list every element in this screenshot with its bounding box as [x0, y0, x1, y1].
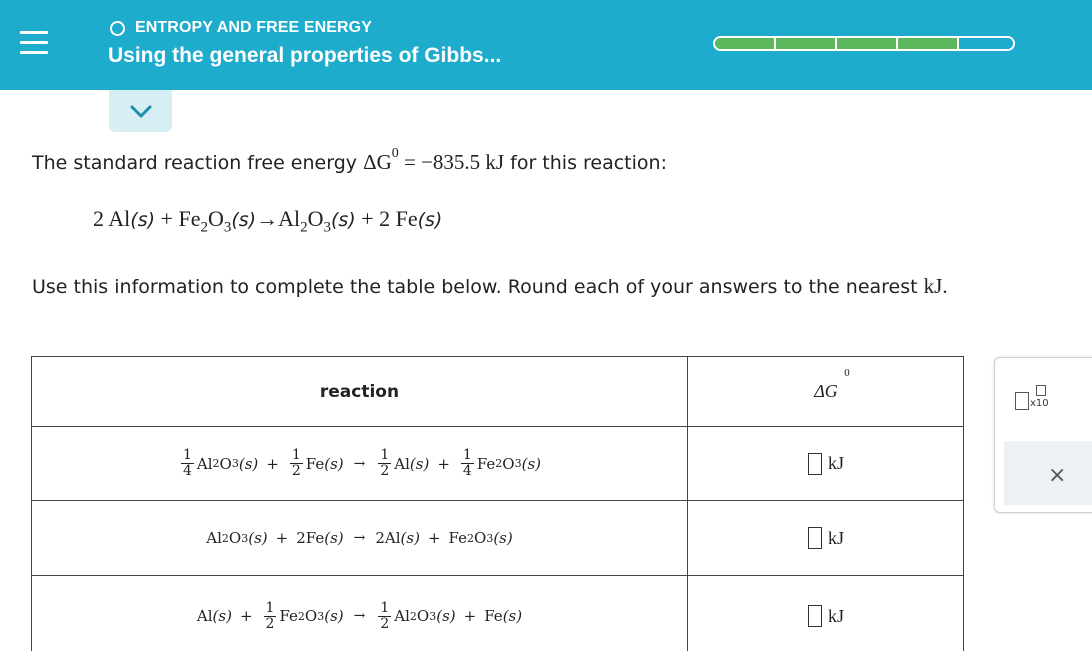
- header-dg-symbol: ΔG: [814, 381, 838, 401]
- subscript: 2: [409, 609, 417, 623]
- state: (s): [330, 209, 356, 231]
- answer-box: [808, 527, 844, 549]
- species: 2Al: [375, 529, 401, 547]
- answer-box: [808, 453, 844, 475]
- species: Fe: [448, 529, 467, 547]
- species: Al: [394, 607, 410, 625]
- species: Al: [394, 454, 410, 473]
- coef: 2: [379, 206, 391, 231]
- subscript: 3: [241, 531, 249, 545]
- species: Al: [196, 607, 213, 625]
- header-dg-superscript: 0: [844, 367, 850, 379]
- species: O: [416, 607, 430, 625]
- mantissa-box-icon: [1015, 392, 1029, 410]
- answer-box: [808, 605, 844, 627]
- state: (s): [493, 529, 513, 547]
- subscript: 3: [323, 219, 331, 236]
- plus: +: [275, 529, 289, 547]
- denominator: 2: [380, 615, 390, 632]
- state: (s): [400, 529, 420, 547]
- species: Al: [108, 206, 131, 231]
- plus: +: [437, 454, 450, 473]
- species: O: [307, 206, 324, 231]
- progress-segment: [837, 38, 898, 49]
- intro-prefix: The standard reaction free energy: [32, 152, 358, 174]
- collapse-toggle-button[interactable]: [109, 90, 172, 132]
- numerator: 1: [291, 447, 301, 464]
- subscript: 2: [200, 219, 208, 236]
- species: Al: [206, 529, 222, 547]
- numerator: 1: [380, 447, 390, 464]
- table-row: [32, 427, 963, 501]
- state: (s): [436, 607, 456, 625]
- table-row: [32, 501, 963, 576]
- state: (s): [409, 454, 430, 473]
- state: (s): [248, 529, 268, 547]
- species: O: [207, 206, 224, 231]
- subscript: 2: [300, 219, 308, 236]
- numerator: 1: [462, 447, 472, 464]
- header-reaction-cell: [32, 357, 688, 426]
- x10-label: x10: [1030, 398, 1049, 409]
- question-intro: [32, 146, 667, 175]
- chevron-down-icon: [128, 102, 154, 120]
- denominator: 2: [291, 463, 301, 479]
- numerator: 1: [182, 447, 192, 464]
- numerator: 1: [380, 599, 390, 616]
- plus: +: [361, 206, 374, 231]
- topic-row: [110, 18, 372, 38]
- instruction-unit: kJ.: [923, 274, 948, 298]
- species: Al: [278, 206, 301, 231]
- table-header-row: [32, 357, 963, 427]
- fraction: [264, 601, 277, 631]
- subscript: 3: [486, 531, 494, 545]
- species: Fe: [279, 607, 298, 625]
- species: Fe: [305, 454, 325, 473]
- header-dg-cell: [689, 357, 963, 426]
- numerator: 1: [265, 599, 275, 616]
- header-dg-label: [814, 367, 850, 402]
- subscript: 3: [223, 219, 232, 236]
- species: 2Fe: [296, 529, 325, 547]
- plus: +: [266, 454, 279, 473]
- fraction: [461, 448, 474, 478]
- close-icon: ×: [1048, 463, 1067, 488]
- delta-g-value: = −835.5 kJ: [403, 150, 505, 174]
- plus: +: [427, 529, 441, 547]
- answer-cell: [689, 427, 963, 500]
- topic-circle-icon: [110, 21, 125, 36]
- subscript: 2: [467, 531, 474, 545]
- delta-g-input[interactable]: [808, 453, 822, 475]
- denominator: 4: [462, 463, 472, 479]
- subscript: 3: [317, 609, 325, 623]
- table-row: [32, 576, 963, 651]
- delta-g-expression: [363, 146, 505, 174]
- state: (s): [130, 209, 156, 231]
- species: Fe: [476, 454, 496, 473]
- subscript: 3: [231, 457, 239, 470]
- species: Fe: [484, 607, 503, 625]
- instruction-text: [32, 274, 948, 299]
- topic-label: ENTROPY AND FREE ENERGY: [135, 19, 373, 36]
- subscript: 2: [297, 609, 305, 623]
- state: (s): [212, 607, 232, 625]
- coef: 2: [93, 206, 104, 231]
- denominator: 4: [182, 463, 192, 479]
- intro-suffix: for this reaction:: [510, 152, 667, 174]
- answer-cell: [689, 501, 963, 575]
- progress-bar: [713, 36, 1015, 51]
- reaction-arrow: →: [353, 608, 366, 624]
- instruction-prefix: Use this information to complete the table below. Round each of your answers to the nearest: [32, 276, 918, 298]
- species: Fe: [395, 206, 418, 231]
- state: (s): [417, 209, 443, 231]
- state: (s): [324, 607, 344, 625]
- plus: +: [239, 607, 253, 625]
- delta-g-superscript: 0: [391, 146, 399, 161]
- subscript: 2: [495, 457, 503, 470]
- unit-label: kJ: [827, 605, 844, 626]
- reaction-arrow: →: [353, 530, 366, 546]
- page-title: Using the general properties of Gibbs...: [108, 44, 502, 67]
- state: (s): [324, 454, 344, 473]
- delta-g-input[interactable]: [808, 527, 822, 549]
- state: (s): [521, 454, 542, 473]
- progress-segment: [898, 38, 959, 49]
- subscript: 2: [212, 457, 220, 470]
- plus: +: [160, 206, 173, 231]
- delta-g-symbol: ΔG: [363, 150, 392, 174]
- reaction-arrow: →: [256, 206, 279, 231]
- plus: +: [463, 607, 477, 625]
- scientific-notation-button[interactable]: [1015, 378, 1055, 414]
- progress-segment: [959, 38, 1013, 49]
- species: O: [502, 454, 515, 473]
- species: O: [304, 607, 318, 625]
- species: Fe: [178, 206, 201, 231]
- header-reaction-label: reaction: [319, 381, 400, 402]
- reaction-equation: [178, 448, 541, 478]
- species: O: [228, 529, 242, 547]
- unit-label: kJ: [827, 527, 844, 548]
- reaction-cell: [32, 427, 688, 500]
- top-bar: [0, 0, 1092, 90]
- reaction-cell: [32, 576, 688, 651]
- menu-icon[interactable]: [20, 27, 48, 59]
- state: (s): [324, 529, 344, 547]
- fraction: [181, 448, 194, 478]
- unit-label: kJ: [827, 453, 844, 473]
- exponent-box-icon: [1036, 385, 1046, 396]
- species: O: [474, 529, 487, 547]
- clear-button[interactable]: [1004, 441, 1092, 505]
- answer-table: [31, 356, 964, 651]
- fraction: [378, 448, 391, 478]
- main-reaction: [93, 206, 442, 236]
- state: (s): [231, 209, 257, 231]
- reaction-equation: [206, 529, 512, 547]
- subscript: 3: [429, 609, 437, 623]
- answer-cell: [689, 576, 963, 651]
- fraction: [378, 601, 391, 631]
- state: (s): [502, 607, 523, 625]
- state: (s): [238, 454, 259, 473]
- species: O: [219, 454, 232, 473]
- fraction: [290, 448, 303, 478]
- denominator: 2: [265, 615, 275, 632]
- species: Al: [196, 454, 213, 473]
- progress-segment: [715, 38, 776, 49]
- reaction-equation: [197, 601, 522, 631]
- input-tools-panel: [994, 357, 1092, 513]
- subscript: 3: [514, 457, 522, 470]
- progress-segment: [776, 38, 837, 49]
- denominator: 2: [380, 463, 390, 479]
- reaction-cell: [32, 501, 688, 575]
- delta-g-input[interactable]: [808, 605, 822, 627]
- subscript: 2: [221, 531, 229, 545]
- reaction-arrow: →: [353, 455, 366, 472]
